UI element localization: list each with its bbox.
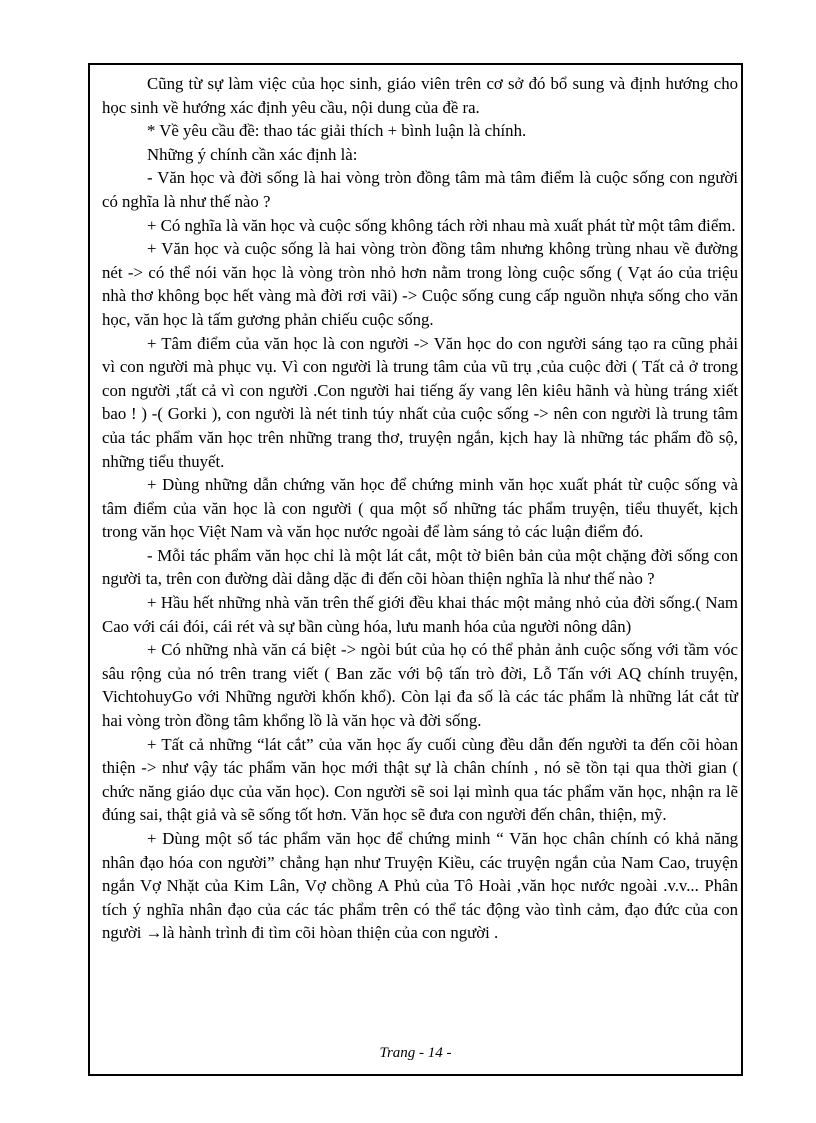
paragraph: + Có nghĩa là văn học và cuộc sống không tách rời nhau mà xuất phát từ một tâm điểm. [147, 215, 736, 235]
paragraph: + Dùng những dẫn chứng văn học để chứng minh văn học xuất phát từ cuộc sống và tâm điểm của văn học là con người ( qua một số những tác phẩm truyện, tiểu thuyết, kịch trong văn học Việt Nam và văn học nước ngoài để làm sáng tỏ các luận điểm đó. [102, 475, 738, 542]
page-number-footer: Trang - 14 - [379, 1045, 452, 1061]
paragraph: - Văn học và đời sống là hai vòng tròn đồng tâm mà tâm điểm là cuộc sống con người có nghĩa là như thế nào ? [102, 168, 738, 211]
paragraph: * Về yêu cầu đề: thao tác giải thích + bình luận là chính. [147, 121, 527, 141]
paragraph: Cũng từ sự làm việc của học sinh, giáo viên trên cơ sở đó bổ sung và định hướng cho học sinh về hướng xác định yêu cầu, nội dung của đề ra. [102, 74, 738, 117]
paragraph: + Dùng một số tác phẩm văn học để chứng minh “ Văn học chân chính có khả năng nhân đạo hóa con người” chẳng hạn như Truyện Kiều, các truyện ngắn của Nam Cao, truyện ngắn Vợ Nhặt của Kim Lân, Vợ chồng A Phủ của Tô Hoài ,văn học nước ngoài .v.v... Phân tích ý nghĩa nhân đạo của các tác phẩm trên có thể tác động vào tình cảm, đạo đức của con người →là hành trình đi tìm cõi hòan thiện của con người . [102, 829, 738, 943]
paragraph: + Có những nhà văn cá biệt -> ngòi bút của họ có thể phản ảnh cuộc sống với tầm vóc sâu rộng của nó trên trang viết ( Ban zăc với bộ tấn trò đời, Lỗ Tấn với AQ chính truyện, VichtohuyGo với Những người khốn khổ). Còn lại đa số là các tác phẩm là những lát cắt từ hai vòng tròn đồng tâm khổng lồ là văn học và đời sống. [102, 640, 738, 731]
paragraph: + Tất cả những “lát cắt” của văn học ấy cuối cùng đều dẫn đến người ta đến cõi hòan thiện -> như vậy tác phẩm văn học mới thật sự là chân chính , nó sẽ tồn tại qua thời gian ( chức năng giáo dục của văn học). Con người sẽ soi lại mình qua tác phẩm văn học, nhận ra lẽ đúng sai, thật giả và sẽ sống tốt hơn. Văn học sẽ đưa con người đến chân, thiện, mỹ. [102, 734, 738, 825]
paragraph: + Tâm điểm của văn học là con người -> Văn học do con người sáng tạo ra cũng phải vì con người mà phục vụ. Vì con người là trung tâm của vũ trụ ,của cuộc đời ( Tất cả ở trong con người ,tất cả vì con người .Con người hai tiếng ấy vang lên kiêu hãnh và hùng tráng xiết bao ! ) -( Gorki ), con người là nét tinh túy nhất của cuộc sống -> nên con người là trung tâm của tác phẩm văn học trên những trang thơ, truyện ngắn, kịch hay là những tác phẩm đồ sộ, những tiểu thuyết. [102, 333, 738, 471]
paragraph: Những ý chính cần xác định là: [147, 144, 358, 164]
document-body [102, 72, 738, 945]
paragraph: + Hầu hết những nhà văn trên thế giới đều khai thác một mảng nhỏ của đời sống.( Nam Cao với cái đói, cái rét và sự bần cùng hóa, lưu manh hóa của người nông dân) [102, 593, 738, 636]
paragraph: + Văn học và cuộc sống là hai vòng tròn đồng tâm nhưng không trùng nhau về đường nét -> có thể nói văn học là vòng tròn nhỏ hơn nằm trong lòng cuộc sống ( Vạt áo của triệu nhà thơ không bọc hết vàng mà đời rơi vãi) -> Cuộc sống cung cấp nguồn nhựa sống cho văn học, văn học là tấm gương phản chiếu cuộc sống. [102, 239, 738, 329]
paragraph: - Mỗi tác phẩm văn học chỉ là một lát cắt, một tờ biên bản của một chặng đời sống con người ta, trên con đường dài dằng dặc đi đến cõi hòan thiện nghĩa là như thế nào ? [102, 545, 738, 589]
